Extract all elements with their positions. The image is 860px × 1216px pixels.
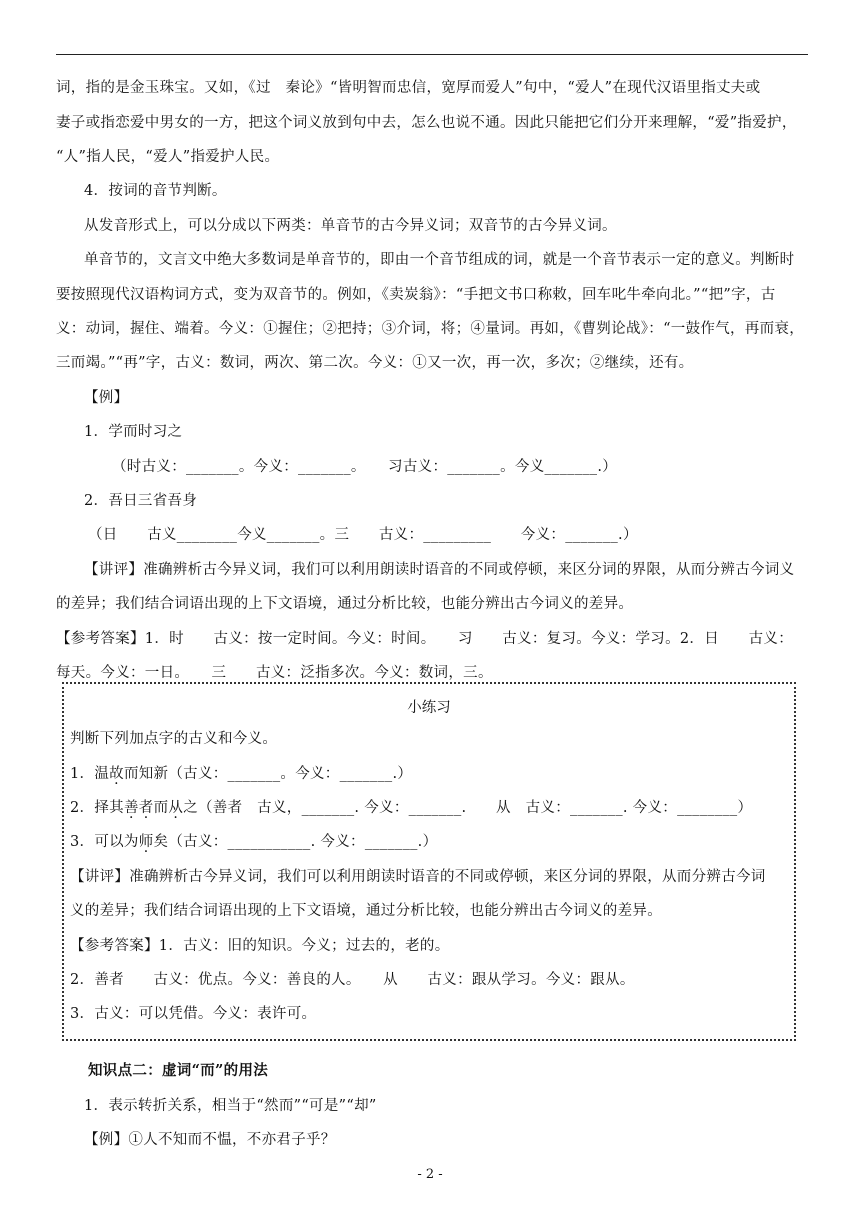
text-line: 从发音形式上，可以分成以下两类：单音节的古今异义词；双音节的古今异义词。 xyxy=(84,218,617,234)
answer-line: 每天。今义：一日。 三 古义：泛指多次。今义：数词，三。 xyxy=(56,665,493,681)
example-item: 1．学而时习之 xyxy=(84,424,183,440)
list-heading: 4．按词的音节判断。 xyxy=(84,183,227,199)
practice-item: 3．可以为师矣（古义：___________. 今义：_______.） xyxy=(70,834,438,850)
blank-line: （日 古义________今义_______。三 古义：_________ 今义：_______.） xyxy=(88,527,638,543)
practice-box xyxy=(62,682,796,1041)
dotted-char: 师 xyxy=(138,834,154,850)
dotted-char: 善 xyxy=(123,800,139,816)
dotted-char: 者 xyxy=(138,800,154,816)
practice-answer: 2．善者 古义：优点。今义：善良的人。 从 古义：跟从学习。今义：跟从。 xyxy=(70,972,635,988)
comment-line: 【讲评】准确辨析古今异义词，我们可以利用朗读时语音的不同或停顿，来区分词的界限，从而分辨古今词义 xyxy=(84,562,795,578)
practice-item: 2．择其善者而从之（善者 古义，_______. 今义：_______. 从 古义：_______. 今义：________） xyxy=(70,800,753,816)
example-item: 2．吾日三省吾身 xyxy=(84,493,198,509)
text-line: 妻子或指恋爱中男女的一方，把这个词义放到句中去，怎么也说不通。因此只能把它们分开来理解，“爱”指爱护， xyxy=(56,115,797,131)
text-line: 三而竭。”“再”字，古义：数词，两次、第二次。今义：①又一次，再一次，多次；②继续，还有。 xyxy=(56,355,694,371)
text-line: 1．表示转折关系，相当于“然而”“可是”“却” xyxy=(84,1098,377,1114)
blank-line: （时古义：_______。今义：_______。 习古义：_______。今义_______.） xyxy=(112,459,618,475)
text-line: 要按照现代汉语构词方式，变为双音节的。例如，《卖炭翁》：“手把文书口称敕，回车叱牛牵向北。”“把”字，古 xyxy=(56,287,776,303)
text-line: 词，指的是金玉珠宝。又如，《过 秦论》“皆明智而忠信，宽厚而爱人”句中，“爱人”在现代汉语里指丈夫或 xyxy=(56,80,761,96)
practice-answer: 【参考答案】1．古义：旧的知识。今义；过去的，老的。 xyxy=(70,938,450,954)
text-line: 单音节的，文言文中绝大多数词是单音节的，即由一个音节组成的词，就是一个音节表示一定的意义。判断时 xyxy=(84,252,795,268)
text-line: “人”指人民，“爱人”指爱护人民。 xyxy=(56,149,280,165)
section-heading: 知识点二：虚词“而”的用法 xyxy=(88,1062,269,1079)
practice-comment: 义的差异；我们结合词语出现的上下文语境，通过分析比较，也能分辨出古今词义的差异。 xyxy=(70,903,662,919)
example-line: 【例】①人不知而不愠，不亦君子乎？ xyxy=(84,1132,336,1148)
comment-line: 的差异；我们结合词语出现的上下文语境，通过分析比较，也能分辨出古今词义的差异。 xyxy=(56,596,634,612)
dotted-char: 从 xyxy=(168,800,184,816)
practice-answer: 3．古义：可以凭借。今义：表许可。 xyxy=(70,1006,317,1022)
page-number: - 2 - xyxy=(417,1167,443,1182)
answer-line: 【参考答案】1．时 古义：按一定时间。今义：时间。 习 古义：复习。今义：学习。2．日 古义： xyxy=(56,631,793,647)
practice-title: 小练习 xyxy=(407,700,451,716)
practice-instruction: 判断下列加点字的古义和今义。 xyxy=(70,731,278,747)
dotted-char: 故 xyxy=(109,766,124,782)
practice-item: 1．温故而知新（古义：_______。今义：_______.） xyxy=(70,766,413,782)
example-label: 【例】 xyxy=(84,390,129,406)
practice-comment: 【讲评】准确辨析古今异义词，我们可以利用朗读时语音的不同或停顿，来区分词的界限，从而分辨古今词 xyxy=(70,869,766,885)
text-line: 义：动词，握住、端着。今义：①握住；②把持；③介词，将；④量词。再如，《曹刿论战》：“一鼓作气，再而衰， xyxy=(56,321,805,337)
header-rule xyxy=(56,54,808,55)
